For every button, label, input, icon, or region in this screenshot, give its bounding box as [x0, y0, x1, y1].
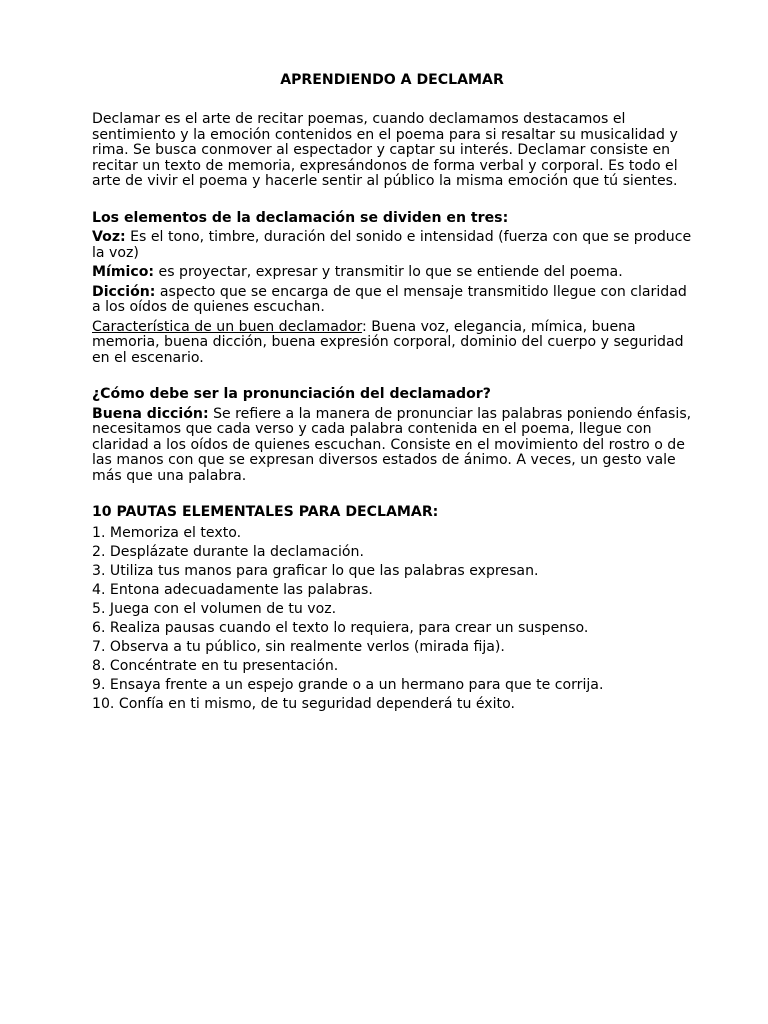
voz-term: Voz:	[92, 229, 126, 245]
element-voz	[92, 230, 692, 261]
pronunciation-heading: ¿Cómo debe ser la pronunciación del declamador?	[92, 386, 491, 402]
list-item: 3. Utiliza tus manos para graficar lo que las palabras expresan.	[92, 562, 539, 579]
list-item: 9. Ensaya frente a un espejo grande o a un hermano para que te corrija.	[92, 677, 604, 694]
buena-diccion-term: Buena dicción:	[92, 405, 209, 422]
element-mimico	[92, 265, 692, 281]
list-item: 6. Realiza pausas cuando el texto lo requiera, para crear un suspenso.	[92, 619, 589, 636]
buena-diccion-text: Se refiere a la manera de pronunciar las palabras poniendo énfasis, necesitamos que cada verso y cada palabra contenida en el poema, llegue con claridad a los oídos de quienes escuchan. Consiste en el movimiento del rostro o de las manos con que se expresan diversos estados de ánimo. A veces, un gesto vale más que una palabra.	[92, 405, 692, 484]
mimico-text: es proyectar, expresar y transmitir lo que se entiende del poema.	[154, 264, 623, 280]
pautas-list	[92, 525, 692, 716]
voz-text: Es el tono, timbre, duración del sonido e intensidad (fuerza con que se produce la voz)	[92, 229, 692, 261]
list-item: 7. Observa a tu público, sin realmente verlos (mirada fija).	[92, 639, 505, 656]
diccion-term: Dicción:	[92, 283, 156, 300]
elements-heading: Los elementos de la declamación se dividen en tres:	[92, 209, 509, 226]
intro-paragraph: Declamar es el arte de recitar poemas, cuando declamamos destacamos el sentimiento y la emoción contenidos en el poema para si resaltar su musicalidad y rima. Se busca conmover al espectador y captar su interés. Declamar consiste en recitar un texto de memoria, expresándonos de forma verbal y corporal. Es todo el arte de vivir el poema y hacerle sentir al público la misma emoción que tú sientes.	[92, 111, 678, 189]
document-title: APRENDIENDO A DECLAMAR	[280, 72, 504, 88]
pronunciation-paragraph	[92, 407, 692, 485]
list-item: 10. Confía en ti mismo, de tu seguridad dependerá tu éxito.	[92, 696, 515, 713]
list-item: 4. Entona adecuadamente las palabras.	[92, 581, 373, 598]
list-item: 8. Concéntrate en tu presentación.	[92, 658, 339, 675]
element-diccion	[92, 285, 692, 316]
pautas-heading: 10 PAUTAS ELEMENTALES PARA DECLAMAR:	[92, 504, 439, 520]
list-item: 1. Memoriza el texto.	[92, 524, 242, 541]
element-caracteristica	[92, 320, 692, 367]
caracteristica-text: : Buena voz, elegancia, mímica, buena memoria, buena dicción, buena expresión corporal, dominio del cuerpo y seguridad en el escenario.	[92, 318, 684, 366]
list-item: 5. Juega con el volumen de tu voz.	[92, 600, 337, 617]
mimico-term: Mímico:	[92, 264, 155, 280]
caracteristica-term: Característica de un buen declamador	[92, 318, 363, 335]
list-item: 2. Desplázate durante la declamación.	[92, 543, 364, 560]
document-page	[92, 72, 692, 715]
diccion-text: aspecto que se encarga de que el mensaje transmitido llegue con claridad a los oídos de quienes escuchan.	[92, 283, 687, 315]
